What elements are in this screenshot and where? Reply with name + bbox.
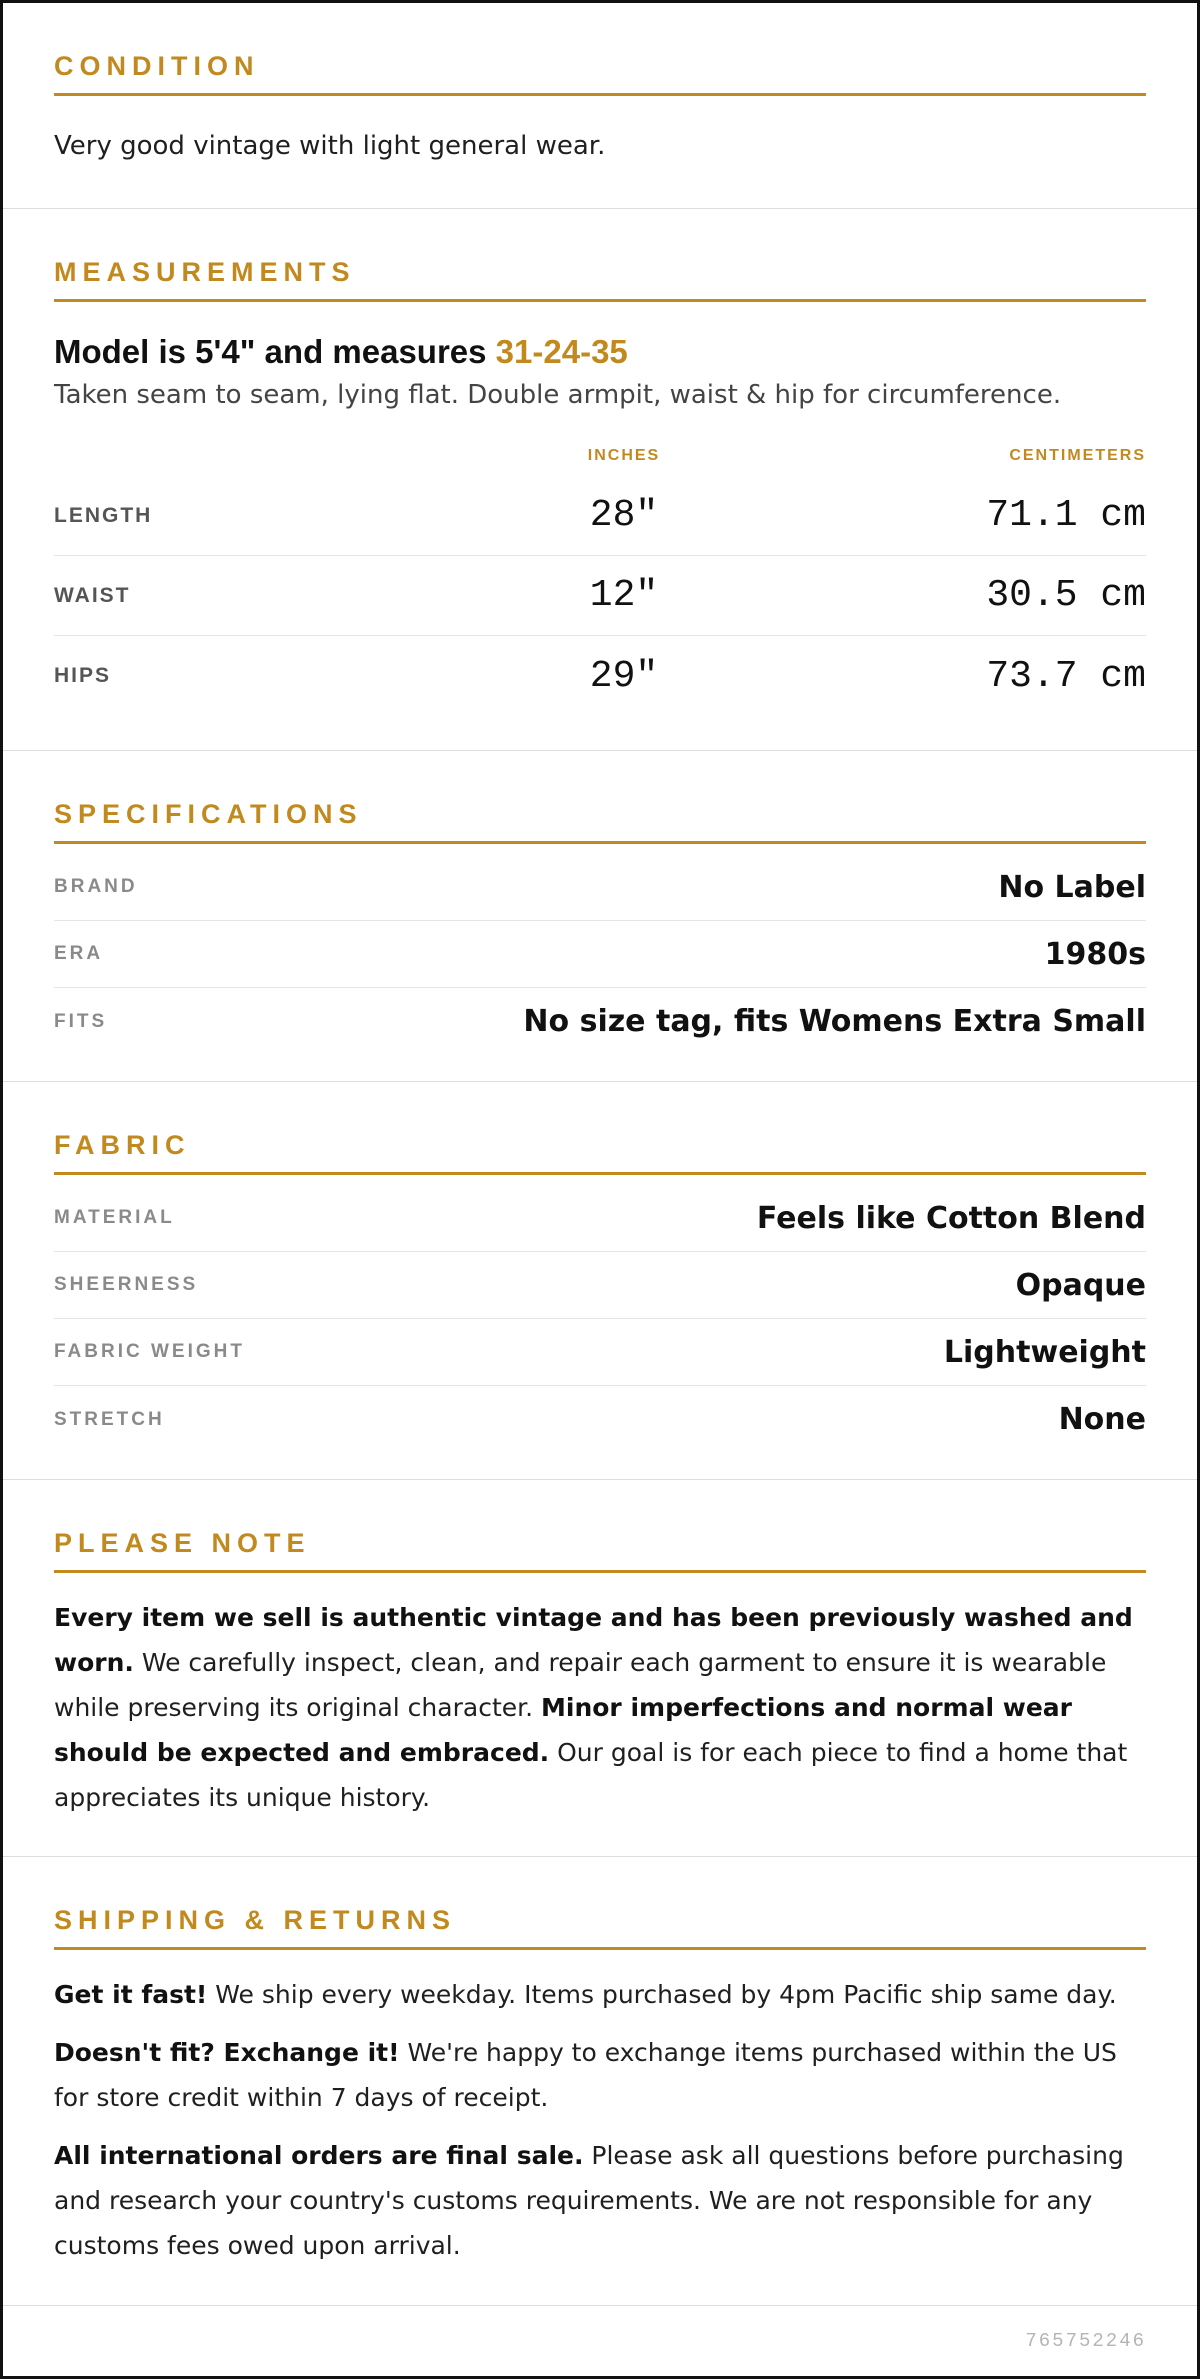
shipping-paragraph-exchange xyxy=(54,2030,1146,2120)
measurements-table xyxy=(54,476,1146,716)
shipping-text: We ship every weekday. Items purchased by 4pm Pacific ship same day. xyxy=(207,1980,1117,2009)
measurement-row-hips xyxy=(54,636,1146,716)
condition-title: CONDITION xyxy=(54,49,1146,96)
spec-label: FABRIC WEIGHT xyxy=(54,1341,245,1362)
measurement-row-length xyxy=(54,476,1146,556)
spec-row-brand xyxy=(54,854,1146,921)
spec-value: Feels like Cotton Blend xyxy=(756,1200,1146,1236)
spec-label: BRAND xyxy=(54,876,138,897)
measurement-label: LENGTH xyxy=(54,503,153,527)
measurement-cm: 71.1 cm xyxy=(986,494,1146,537)
fabric-row-sheerness xyxy=(54,1252,1146,1319)
measurements-section xyxy=(3,209,1197,751)
note-bold-2: Minor imperfections and normal wear should be expected and embraced. xyxy=(54,1693,1072,1767)
spec-value: No Label xyxy=(998,869,1146,905)
spec-row-era xyxy=(54,921,1146,988)
measurements-header xyxy=(54,436,1146,476)
shipping-text: Please ask all questions before purchasing and research your country's customs requirements. We are not responsible for any customs fees owed upon arrival. xyxy=(54,2141,1124,2260)
note-bold-1: Every item we sell is authentic vintage and has been previously washed and worn. xyxy=(54,1603,1133,1677)
fabric-row-weight xyxy=(54,1319,1146,1386)
shipping-paragraph-fast xyxy=(54,1972,1146,2017)
shipping-bold: Doesn't fit? Exchange it! xyxy=(54,2038,400,2067)
measurement-inches: 28" xyxy=(589,494,659,537)
spec-value: No size tag, fits Womens Extra Small xyxy=(523,1004,1146,1039)
footer-item-id xyxy=(3,2306,1197,2376)
spec-value: 1980s xyxy=(1044,936,1146,972)
specifications-title: SPECIFICATIONS xyxy=(54,797,1146,844)
please-note-text xyxy=(54,1595,1146,1820)
spec-value: Opaque xyxy=(1015,1267,1146,1303)
measurement-inches: 29" xyxy=(589,654,659,698)
please-note-section xyxy=(3,1480,1197,1857)
shipping-bold: Get it fast! xyxy=(54,1980,208,2009)
model-measurements xyxy=(54,332,1146,372)
shipping-text: We're happy to exchange items purchased within the US for store credit within 7 days of receipt. xyxy=(54,2038,1117,2112)
measurement-row-waist xyxy=(54,556,1146,636)
fabric-section xyxy=(3,1082,1197,1480)
please-note-title: PLEASE NOTE xyxy=(54,1526,1146,1573)
spec-value: Lightweight xyxy=(943,1334,1146,1370)
shipping-section xyxy=(3,1857,1197,2306)
spec-value: None xyxy=(1058,1402,1146,1437)
note-text-2: Our goal is for each piece to find a home that appreciates its unique history. xyxy=(54,1738,1128,1812)
spec-label: ERA xyxy=(54,943,104,964)
shipping-paragraph-international xyxy=(54,2133,1146,2268)
spec-label: MATERIAL xyxy=(54,1207,175,1228)
measurements-note: Taken seam to seam, lying flat. Double armpit, waist & hip for circumference. xyxy=(54,380,1062,410)
model-measures-value: 31-24-35 xyxy=(495,333,628,370)
shipping-title: SHIPPING & RETURNS xyxy=(54,1903,1146,1950)
measurement-label: HIPS xyxy=(54,664,112,687)
item-id-text: 765752246 xyxy=(1025,2330,1146,2352)
spec-label: SHEERNESS xyxy=(54,1274,199,1295)
measurement-cm: 73.7 cm xyxy=(986,654,1146,698)
fabric-row-stretch xyxy=(54,1386,1146,1453)
header-inches: INCHES xyxy=(587,447,661,464)
measurement-cm: 30.5 cm xyxy=(986,574,1146,617)
condition-section xyxy=(3,3,1197,209)
note-text-1: We carefully inspect, clean, and repair each garment to ensure it is wearable while preserving its original character. xyxy=(54,1648,1107,1722)
fabric-title: FABRIC xyxy=(54,1128,1146,1175)
condition-text: Very good vintage with light general wear. xyxy=(54,131,606,161)
header-centimeters: CENTIMETERS xyxy=(1009,447,1146,464)
specifications-section xyxy=(3,751,1197,1082)
shipping-bold: All international orders are final sale. xyxy=(54,2141,584,2170)
spec-label: FITS xyxy=(54,1010,108,1032)
measurement-inches: 12" xyxy=(589,574,659,617)
spec-row-fits xyxy=(54,988,1146,1055)
measurements-title: MEASUREMENTS xyxy=(54,255,1146,302)
spec-label: STRETCH xyxy=(54,1408,165,1430)
fabric-row-material xyxy=(54,1185,1146,1252)
measurement-label: WAIST xyxy=(54,583,131,607)
model-prefix: Model is 5'4" and measures xyxy=(54,333,496,370)
